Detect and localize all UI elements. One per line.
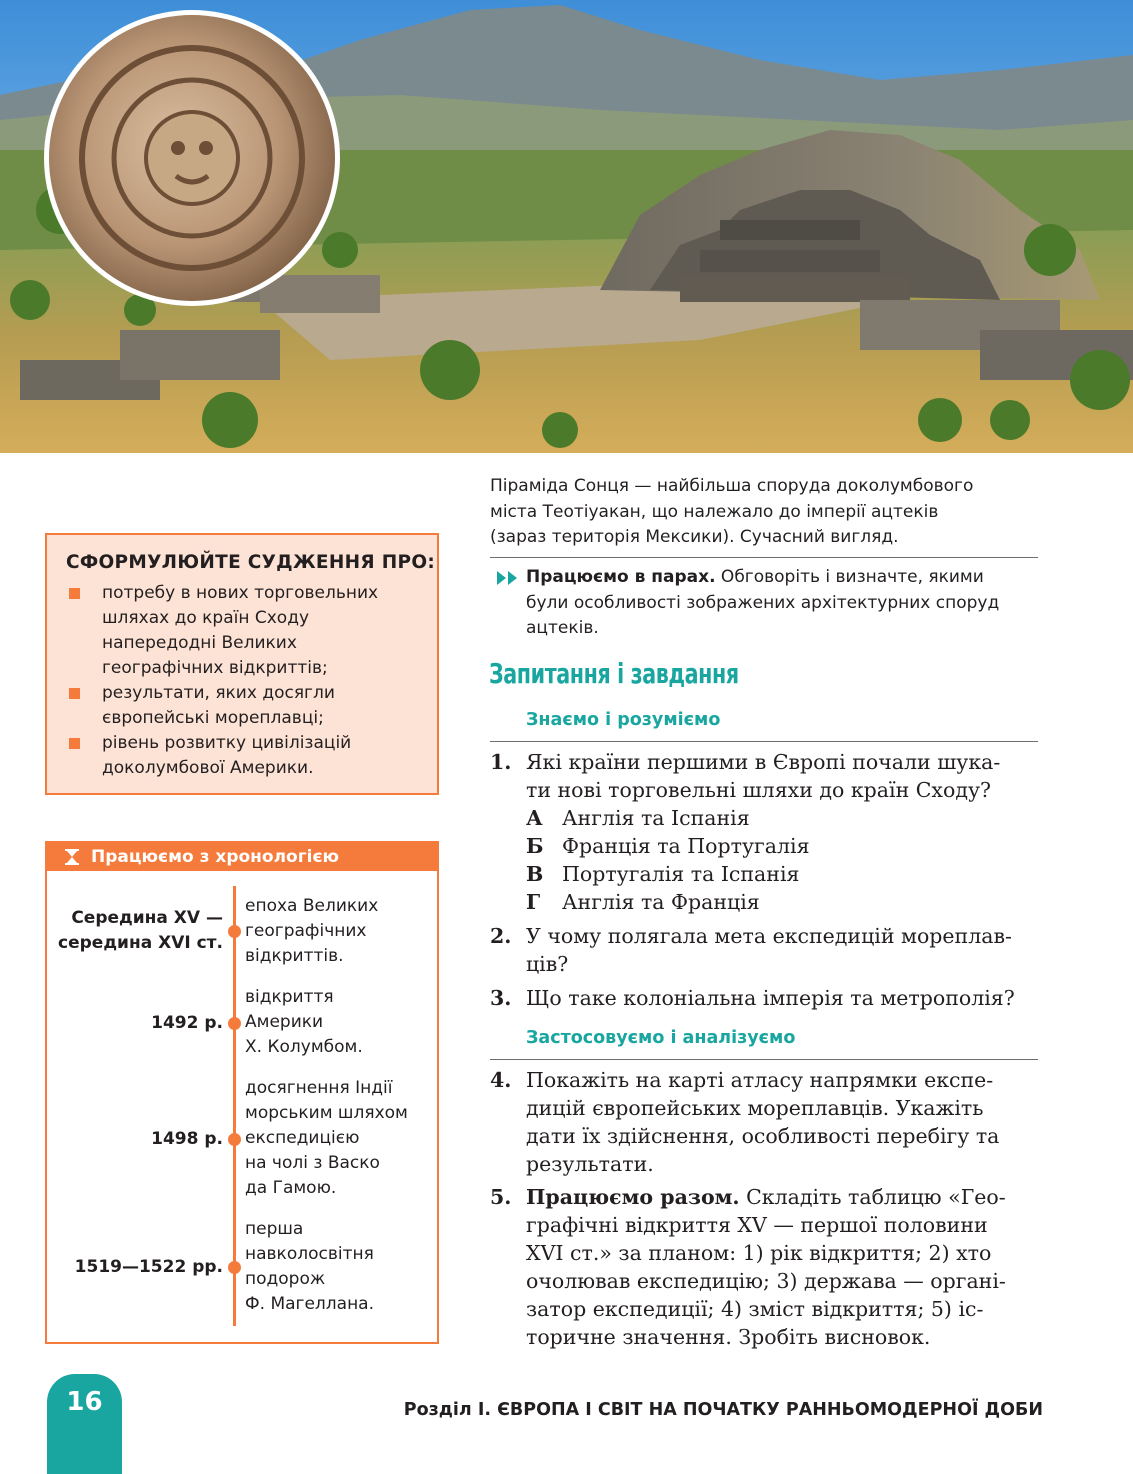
- question-3: 3. Що таке колоніальна імперія та метрополія?: [490, 986, 1015, 1010]
- answer-option: А Англія та Іспанія: [526, 806, 750, 830]
- answer-option: Б Франція та Португалія: [526, 834, 810, 858]
- timeline-dot: [228, 1017, 241, 1030]
- pair-work-text: були особливості зображених архітектурних споруд: [526, 592, 1000, 613]
- answer-option: Г Англія та Франція: [526, 890, 760, 914]
- timeline-date: 1519—1522 рр.: [74, 1257, 223, 1277]
- list-item: рівень розвитку цивілізацій доколумбової Америки.: [66, 731, 426, 781]
- timeline-description: епоха Великих географічних відкриттів.: [245, 896, 379, 966]
- timeline-date: 1498 р.: [151, 1129, 223, 1149]
- teotihuacan-pyramid-photo: [0, 0, 1133, 453]
- bullet-square-icon: [69, 688, 80, 699]
- page-number: 16: [47, 1374, 122, 1474]
- bullet-square-icon: [69, 588, 80, 599]
- caption-line: (зараз територія Мексики). Сучасний вигляд.: [490, 527, 899, 547]
- question-1: 1. Які країни першими в Європі почали шука- ти нові торговельні шляхи до країн Сходу? А Англія та Іспанія Б Франція та Португалія В Португалія та Іспанія Г Англія та Франція: [490, 748, 1040, 916]
- question-number: 3.: [490, 986, 512, 1010]
- chronology-header: [47, 843, 437, 871]
- timeline-dot: [228, 1261, 241, 1274]
- photo-caption: [490, 474, 1035, 551]
- question-lead: Працюємо разом.: [526, 1185, 740, 1209]
- timeline-line: [233, 886, 236, 1326]
- timeline-description: досягнення Індії морським шляхом експедицією на чолі з Васко да Гамою.: [245, 1078, 408, 1198]
- timeline-description: перша навколосвітня подорож Ф. Магеллана.: [245, 1219, 375, 1314]
- question-number: 5.: [490, 1185, 512, 1209]
- divider: [490, 741, 1038, 742]
- timeline-date: 1492 р.: [151, 1013, 223, 1033]
- judgement-box: [45, 533, 439, 795]
- list-item: потребу в нових торговельних шляхах до країн Сходу напередодні Великих географічних відкриттів;: [66, 581, 426, 681]
- caption-line: міста Теотіуакан, що належало до імперії ацтеків: [490, 501, 939, 522]
- list-item: результати, яких досягли європейські мореплавці;: [66, 681, 426, 731]
- hourglass-icon: [65, 849, 79, 865]
- section-footer: Розділ І. ЄВРОПА І СВІТ НА ПОЧАТКУ РАННЬОМОДЕРНОЇ ДОБИ: [403, 1400, 1043, 1420]
- question-5: 5. Працюємо разом. Складіть таблицю «Гео- графічні відкриття XV — першої половини XVI ст.» за планом: 1) рік відкриття; 2) хто очолював експедицію; 3) держава — органі- затор експедиції; 4) зміст відкриття; 5) іс- торичне значення. Зробіть висновок.: [490, 1185, 1006, 1349]
- bullet-square-icon: [69, 738, 80, 749]
- questions-heading: Запитання і завдання: [489, 657, 739, 690]
- question-2: 2. У чому полягала мета експедицій мореплав- ців?: [490, 924, 1012, 976]
- section-heading: Застосовуємо і аналізуємо: [526, 1028, 796, 1048]
- answer-option: В Португалія та Іспанія: [526, 862, 800, 886]
- timeline-date: Середина XV — середина XVI ст.: [58, 908, 223, 953]
- hero-photo: [0, 0, 1133, 453]
- judgement-title: СФОРМУЛЮЙТЕ СУДЖЕННЯ ПРО:: [66, 552, 436, 573]
- question-number: 1.: [490, 750, 512, 774]
- section-heading: Знаємо і розуміємо: [526, 710, 721, 730]
- timeline-dot: [228, 925, 241, 938]
- pair-work-task: [497, 565, 1037, 642]
- caption-line: Піраміда Сонця — найбільша споруда доколумбового: [490, 476, 974, 496]
- chronology-box: [45, 841, 439, 1344]
- divider: [490, 1059, 1038, 1060]
- pair-work-title: Працюємо в парах.: [526, 567, 716, 587]
- question-number: 2.: [490, 924, 512, 948]
- divider: [490, 557, 1038, 558]
- judgement-list: [66, 581, 426, 781]
- pair-work-text: Обговоріть і визначте, якими: [715, 567, 984, 587]
- question-4: 4. Покажіть на карті атласу напрямки експе- дицій європейських мореплавців. Укажіть дати їх здійснення, особливості перебігу та результати.: [490, 1068, 1000, 1176]
- pair-work-text: ацтеків.: [526, 618, 599, 638]
- question-number: 4.: [490, 1068, 512, 1092]
- timeline-description: відкриття Америки Х. Колумбом.: [245, 987, 363, 1057]
- chronology-title: Працюємо з хронологією: [91, 847, 340, 867]
- timeline-dot: [228, 1133, 241, 1146]
- double-arrow-icon: [497, 571, 519, 585]
